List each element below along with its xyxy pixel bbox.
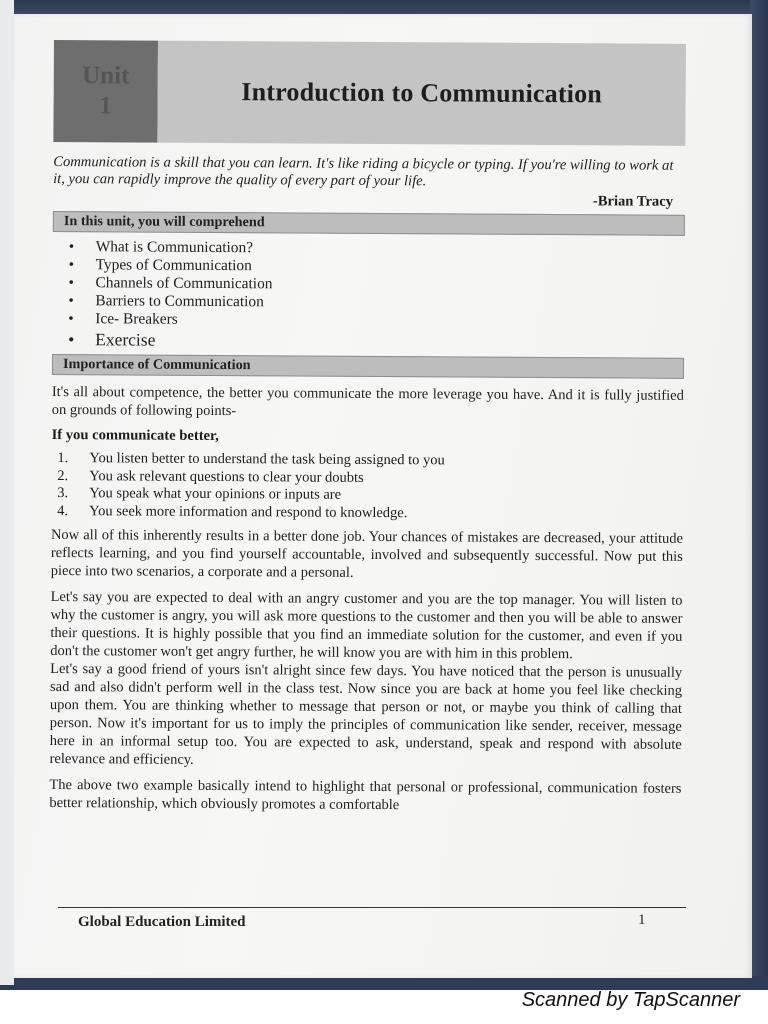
topics-list [52,238,685,354]
benefit-item: 4. You seek more information and respond to knowledge. [57,502,408,521]
comprehend-heading: In this unit, you will comprehend [53,211,685,236]
topic-text: Channels of Communication [95,274,273,293]
page-number: 1 [638,912,646,928]
topic-item: • Types of Communication [68,256,252,275]
importance-heading: Importance of Communication [52,354,684,379]
unit-label-box [53,40,158,143]
benefit-text: You listen better to understand the task being assigned to you [89,450,445,469]
paragraph-good-friend: Let's say a good friend of yours isn't alright since few days. You have noticed that the person is unusually sad and also didn't perform well in the class test. Now since you are back at home you feel like checking upon them. You are thinking whether to message that person or not, or maybe you think of calling that person. Now it's important for us to imply the principles of communication like sender, receiver, message here in an informal setup too. You are expected to ask, understand, speak and respond with absolute relevance and efficiency. [49,660,683,768]
quote-author: -Brian Tracy [592,193,674,210]
paragraph-angry-customer: Let's say you are expected to deal with an angry customer and you are the top manager. You will listen to why the customer is angry, you will ask more questions to the customer and then you will be able to answer their questions. It is highly possible that you find an immediate solution for the customer, and even if you don't the customer won't get angry further, he will know you are with him in this problem. [50,588,683,663]
benefit-item: 1. You listen better to understand the task being assigned to you [57,450,445,469]
title-box [157,41,686,146]
benefit-item: 3. You speak what your opinions or inputs are [57,485,342,503]
topic-item: • Ice- Breakers [68,310,178,328]
topic-text: Types of Communication [95,256,252,275]
topic-item: • Channels of Communication [68,274,273,293]
paragraph-results: Now all of this inherently results in a better done job. Your chances of mistakes are decreased, your attitude reflects learning, and you find yourself accountable, involved and subsequently successful. Now put this piece into two scenarios, a corporate and a personal. [50,526,684,581]
document-page [14,14,752,978]
scan-background-bottom [0,976,768,990]
topic-item: • Exercise [68,329,156,350]
footer-publisher: Global Education Limited [78,914,246,930]
topic-text: Exercise [95,329,156,350]
topic-text: Ice- Breakers [95,310,178,328]
benefit-text: You seek more information and respond to knowledge. [89,502,408,521]
unit-word: Unit [82,62,130,90]
scanner-watermark: Scanned by TapScanner [521,989,740,1011]
epigraph-quote: Communication is a skill that you can learn. It's like riding a bicycle or typing. If you're willing to work at it, you can rapidly improve the quality of every part of your life. [53,153,674,190]
benefits-list [51,450,683,524]
scan-background-left [0,0,14,985]
importance-intro: It's all about competence, the better you communicate the more leverage you have. And it is fully justified on grounds of following points- [51,383,684,420]
benefit-item: 2. You ask relevant questions to clear your doubts [57,467,364,486]
paragraph-conclusion: The above two example basically intend to highlight that personal or professional, communication fosters better relationship, which obviously promotes a comfortable [49,776,682,814]
topic-item: • What is Communication? [68,238,254,257]
footer-divider [58,907,686,908]
unit-banner [53,40,686,146]
communicate-better-line: If you communicate better, [51,426,219,445]
page-title: Introduction to Communication [241,77,603,109]
topic-text: What is Communication? [95,238,254,257]
unit-number: 1 [99,92,112,120]
scan-background-right [750,0,768,985]
page-content [49,40,686,816]
benefit-text: You speak what your opinions or inputs are [89,485,342,503]
benefit-text: You ask relevant questions to clear your doubts [89,467,364,486]
topic-item: • Barriers to Communication [68,292,264,311]
topic-text: Barriers to Communication [95,292,264,311]
